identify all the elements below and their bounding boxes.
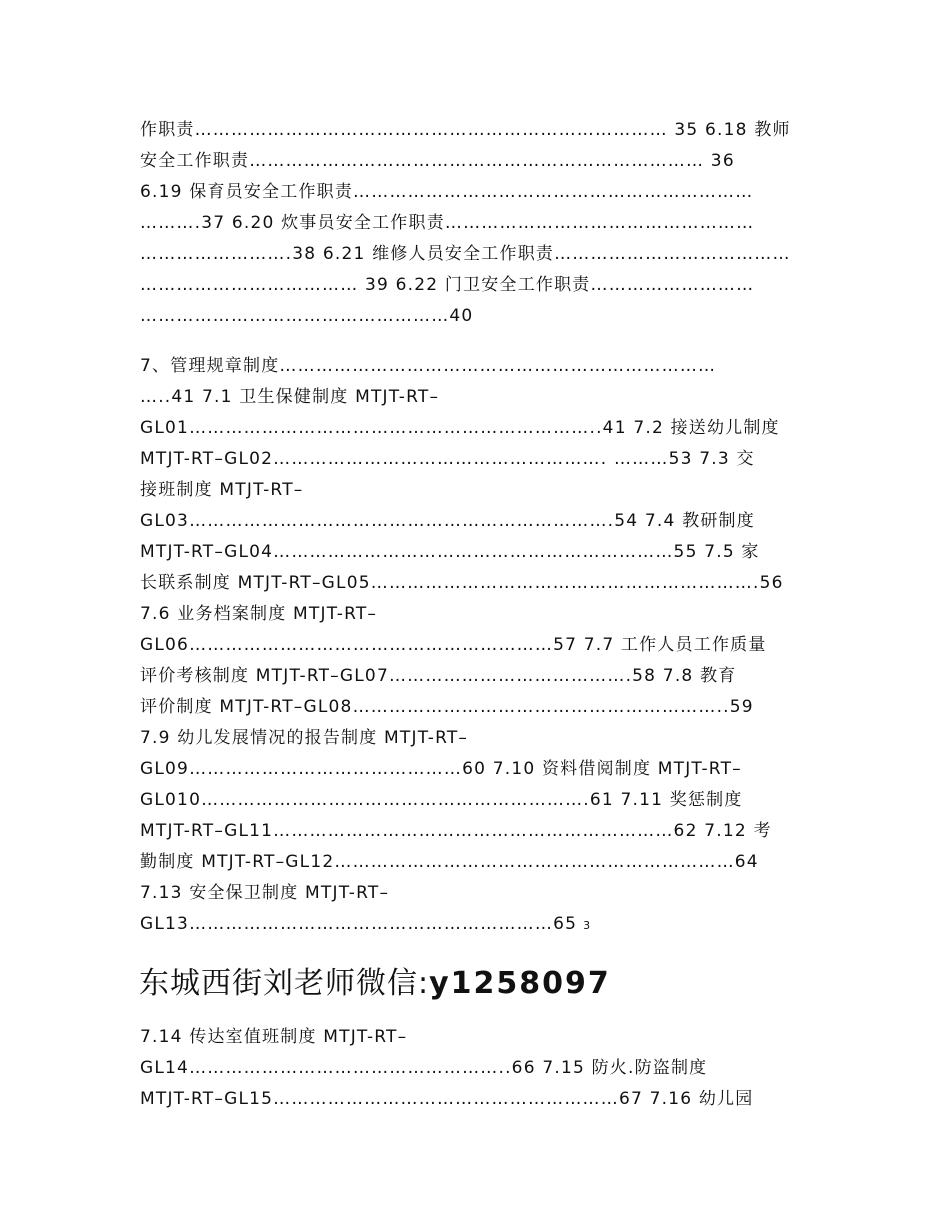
toc-line: ……….37 6.20 炊事员安全工作职责…………………………………………… xyxy=(140,213,755,233)
heading-wechat-id: y1258097 xyxy=(429,966,611,1001)
toc-line: 评价考核制度 MTJT-RT–GL07………………………………….58 7.8 教育 xyxy=(140,666,737,686)
toc-line: 7.6 业务档案制度 MTJT-RT– xyxy=(140,604,378,624)
toc-line-text: GL13……………………………………………………65 xyxy=(140,914,578,934)
toc-line: 接班制度 MTJT-RT– xyxy=(140,480,304,500)
toc-line: 7.14 传达室值班制度 MTJT-RT– xyxy=(140,1027,408,1047)
toc-line: 7、管理规章制度……………………………………………………………… xyxy=(140,356,717,376)
toc-line: 7.13 安全保卫制度 MTJT-RT– xyxy=(140,883,390,903)
toc-line: 作职责…………………………………………………………………… 35 6.18 教师 xyxy=(140,120,791,140)
toc-line: 勤制度 MTJT-RT–GL12…………………………………………………………64 xyxy=(140,852,759,872)
toc-line: ……………………………………………40 xyxy=(140,306,474,326)
page-heading xyxy=(139,962,611,1006)
toc-line: …..41 7.1 卫生保健制度 MTJT-RT– xyxy=(140,387,440,407)
toc-line: 安全工作职责………………………………………………………………… 36 xyxy=(140,151,735,171)
toc-line: GL010……………………………………………………….61 7.11 奖惩制度 xyxy=(140,790,743,810)
toc-line: ……………………………… 39 6.22 门卫安全工作职责……………………… xyxy=(140,275,755,295)
toc-line: …………………….38 6.21 维修人员安全工作职责………………………………… xyxy=(140,244,791,264)
heading-prefix: 东城西街刘老师微信: xyxy=(139,966,430,1001)
toc-line: MTJT-RT–GL02………………………………………………. ………53 7.3 交 xyxy=(140,449,755,469)
toc-line: 评价制度 MTJT-RT–GL08……………………………………………………..59 xyxy=(140,697,754,717)
toc-line: GL14……………………………………………..66 7.15 防火.防盗制度 xyxy=(140,1058,708,1078)
toc-line: 长联系制度 MTJT-RT–GL05……………………………………………………….56 xyxy=(140,573,784,593)
toc-line: 6.19 保育员安全工作职责………………………………………………………… xyxy=(140,182,754,202)
toc-line: GL01…………………………………………………………..41 7.2 接送幼儿制度 xyxy=(140,418,780,438)
toc-line: GL06……………………………………………………57 7.7 工作人员工作质量 xyxy=(140,635,767,655)
toc-line: MTJT-RT–GL15…………………………………………………67 7.16 幼儿园 xyxy=(140,1089,754,1109)
toc-line: GL09………………………………………60 7.10 资料借阅制度 MTJT-RT– xyxy=(140,759,742,779)
page-number: 3 xyxy=(583,919,591,932)
toc-line xyxy=(140,912,820,938)
toc-line: 7.9 幼儿发展情况的报告制度 MTJT-RT– xyxy=(140,728,469,748)
toc-line: MTJT-RT–GL11…………………………………………………………62 7.12 考 xyxy=(140,821,772,841)
toc-line: MTJT-RT–GL04…………………………………………………………55 7.5 家 xyxy=(140,542,760,562)
toc-line: GL03…………………………………………………………….54 7.4 教研制度 xyxy=(140,511,755,531)
